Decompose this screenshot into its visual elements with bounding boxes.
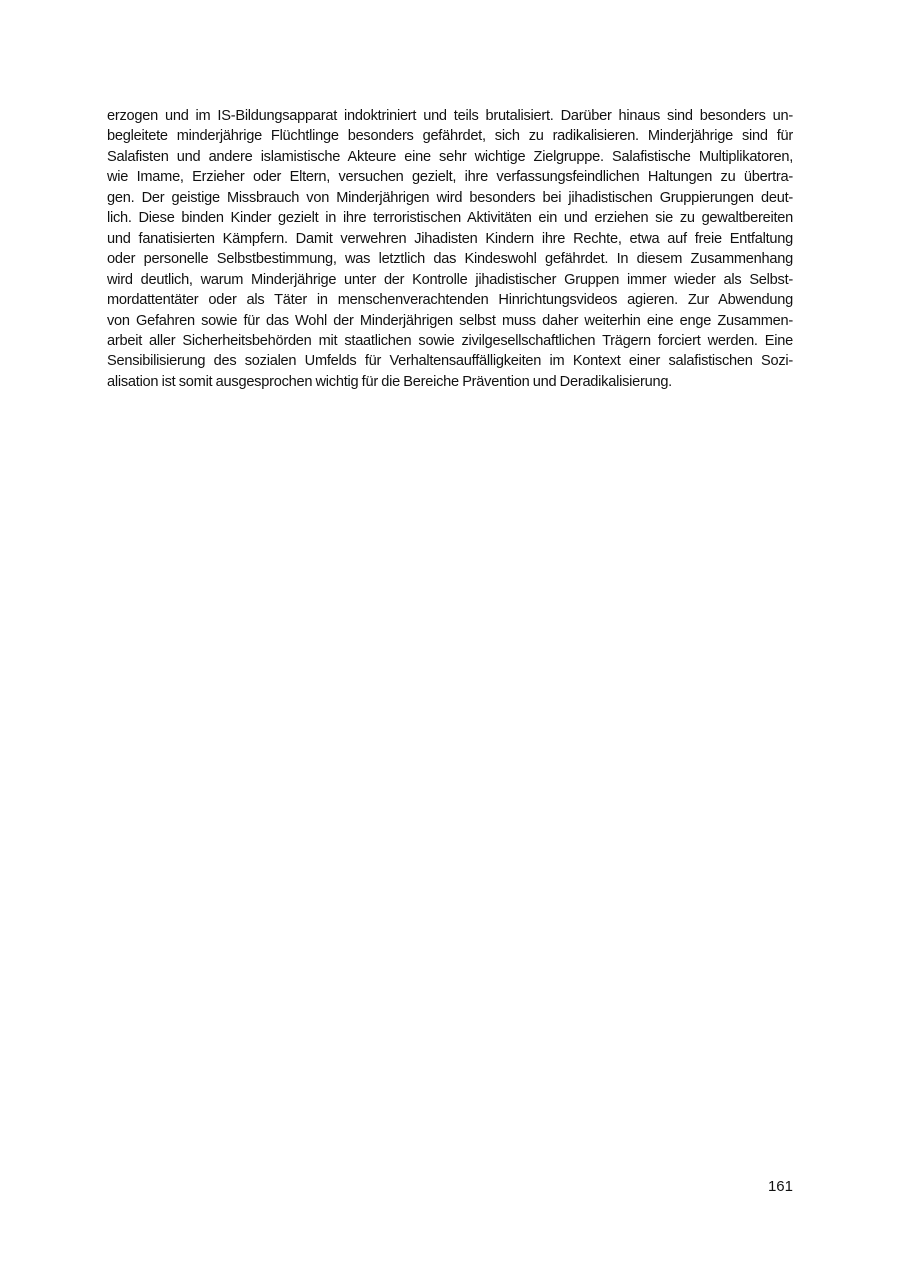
paragraph-line: wie Imame, Erzieher oder Eltern, versuchen gezielt, ihre verfassungsfeindlichen Haltungen zu übertra- (107, 169, 793, 186)
paragraph-line: oder personelle Selbstbestimmung, was letztlich das Kindeswohl gefährdet. In diesem Zusammenhang (107, 251, 793, 268)
paragraph-line: begleitete minderjährige Flüchtlinge besonders gefährdet, sich zu radikalisieren. Minderjährige sind für (107, 128, 793, 145)
page-number: 161 (767, 1178, 793, 1195)
paragraph-line: von Gefahren sowie für das Wohl der Minderjährigen selbst muss daher weiterhin eine enge Zusammen- (107, 312, 793, 329)
paragraph-line: arbeit aller Sicherheitsbehörden mit staatlichen sowie zivilgesellschaftlichen Trägern forciert werden. Eine (107, 332, 793, 349)
body-paragraph (107, 106, 793, 392)
paragraph-line: alisation ist somit ausgesprochen wichtig für die Bereiche Prävention und Deradikalisierung. (107, 373, 672, 390)
paragraph-line: erzogen und im IS-Bildungsapparat indoktriniert und teils brutalisiert. Darüber hinaus sind besonders un- (107, 108, 793, 124)
paragraph-line: mordattentäter oder als Täter in menschenverachtenden Hinrichtungsvideos agieren. Zur Abwendung (107, 292, 793, 309)
paragraph-line: Salafisten und andere islamistische Akteure eine sehr wichtige Zielgruppe. Salafistische Multiplikatoren, (107, 148, 793, 165)
paragraph-line: gen. Der geistige Missbrauch von Minderjährigen wird besonders bei jihadistischen Gruppierungen deut- (107, 189, 793, 206)
paragraph-line: lich. Diese binden Kinder gezielt in ihre terroristischen Aktivitäten ein und erziehen sie zu gewaltbereiten (107, 210, 793, 227)
paragraph-line: wird deutlich, warum Minderjährige unter der Kontrolle jihadistischer Gruppen immer wieder als Selbst- (107, 271, 793, 288)
paragraph-line: Sensibilisierung des sozialen Umfelds für Verhaltensauffälligkeiten im Kontext einer salafistischen Sozi- (107, 353, 793, 370)
paragraph-line: und fanatisierten Kämpfern. Damit verwehren Jihadisten Kindern ihre Rechte, etwa auf freie Entfaltung (107, 230, 793, 247)
